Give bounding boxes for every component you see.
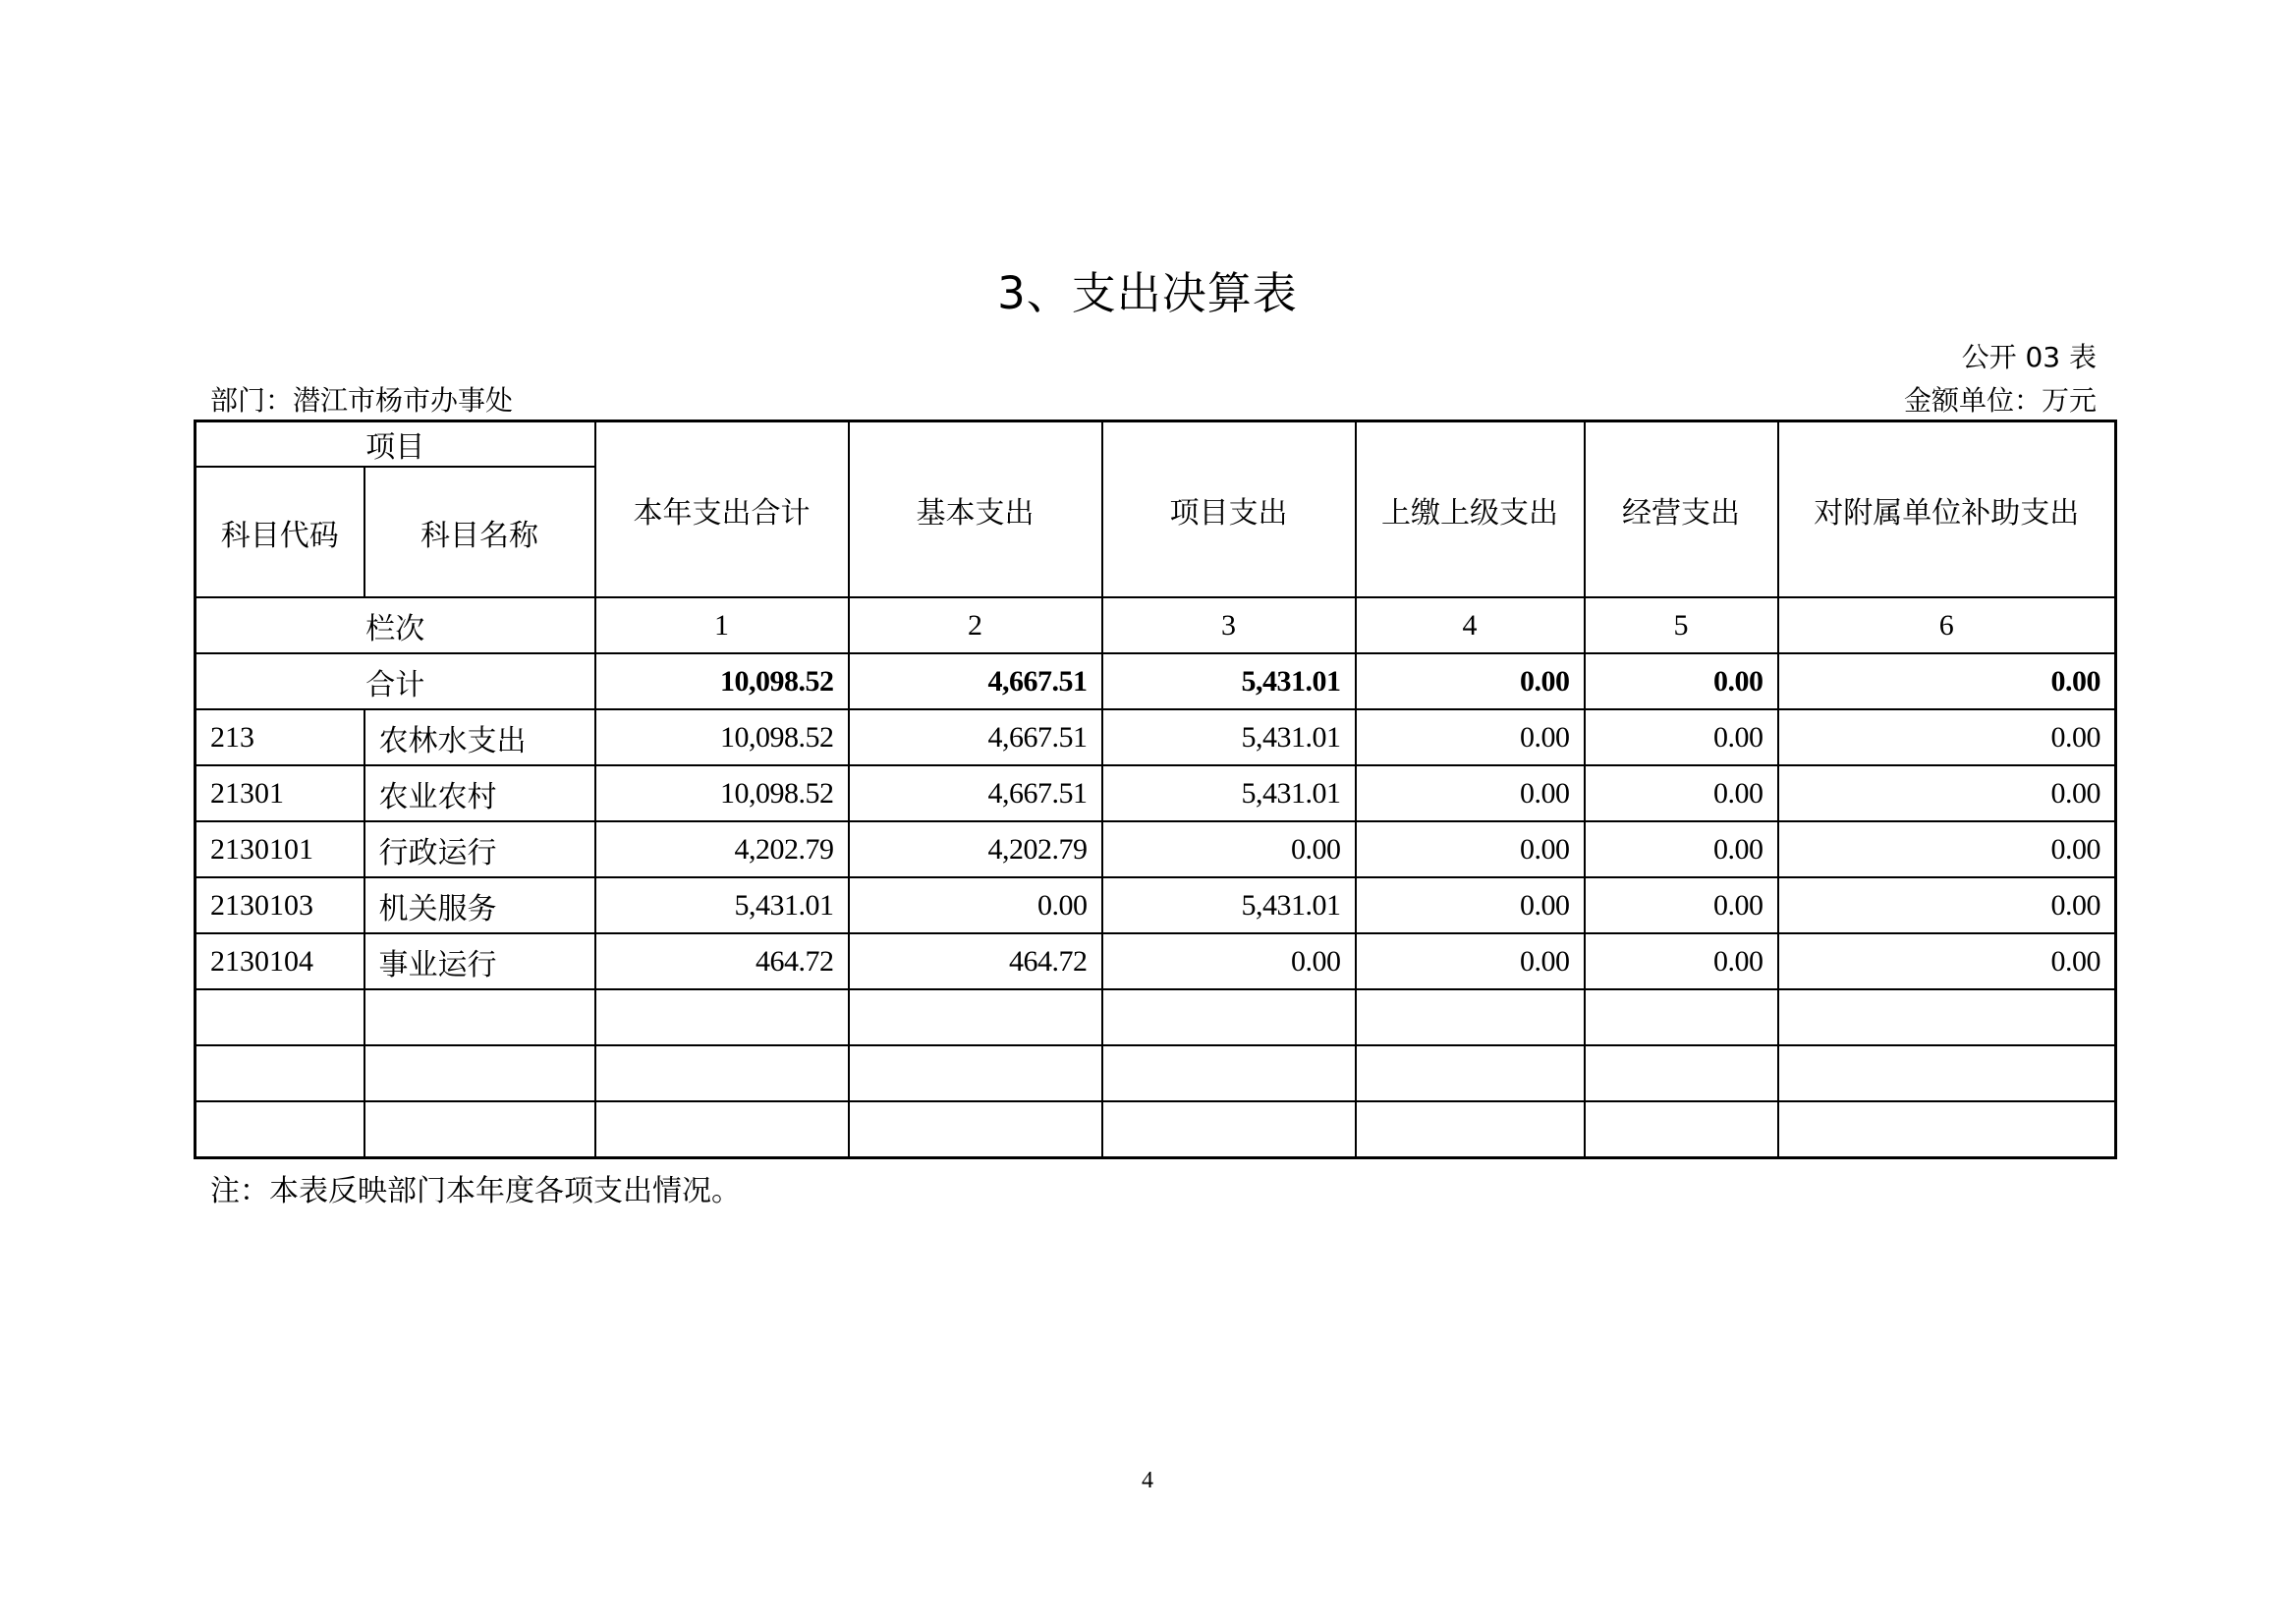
empty-cell <box>196 989 364 1045</box>
empty-cell <box>364 989 595 1045</box>
row-value: 0.00 <box>1585 877 1778 933</box>
total-value: 10,098.52 <box>595 653 849 709</box>
header-name: 科目名称 <box>364 467 595 597</box>
row-code: 2130104 <box>196 933 364 989</box>
empty-cell <box>364 1101 595 1157</box>
column-number: 4 <box>1356 597 1585 653</box>
header-upper: 上缴上级支出 <box>1356 421 1585 598</box>
empty-cell <box>1585 1101 1778 1157</box>
empty-row <box>196 1045 2116 1101</box>
header-basic: 基本支出 <box>849 421 1102 598</box>
header-business: 经营支出 <box>1585 421 1778 598</box>
row-value: 0.00 <box>1356 877 1585 933</box>
empty-cell <box>196 1101 364 1157</box>
row-value: 0.00 <box>1356 765 1585 821</box>
empty-cell <box>849 989 1102 1045</box>
row-value: 10,098.52 <box>595 709 849 765</box>
row-code: 2130103 <box>196 877 364 933</box>
column-number: 6 <box>1778 597 2116 653</box>
table-row <box>196 765 2116 821</box>
empty-cell <box>1356 989 1585 1045</box>
row-value: 0.00 <box>1356 821 1585 877</box>
row-value: 5,431.01 <box>1102 765 1356 821</box>
department-label: 部门：潜江市杨市办事处 <box>210 384 514 417</box>
header-row-1 <box>196 421 2116 468</box>
empty-cell <box>196 1045 364 1101</box>
empty-cell <box>1102 1045 1356 1101</box>
header-project: 项目支出 <box>1102 421 1356 598</box>
header-item: 项目 <box>196 421 595 468</box>
row-value: 0.00 <box>1356 709 1585 765</box>
form-number: 公开 03 表 <box>1961 341 2097 373</box>
total-value: 0.00 <box>1356 653 1585 709</box>
expenditure-table <box>194 420 2117 1159</box>
table-row <box>196 877 2116 933</box>
empty-row <box>196 1101 2116 1157</box>
row-value: 0.00 <box>1102 933 1356 989</box>
row-value: 0.00 <box>1585 765 1778 821</box>
row-value: 4,667.51 <box>849 709 1102 765</box>
empty-cell <box>1778 1101 2116 1157</box>
column-number-row <box>196 597 2116 653</box>
row-value: 0.00 <box>1778 709 2116 765</box>
empty-cell <box>1778 1045 2116 1101</box>
total-value: 0.00 <box>1778 653 2116 709</box>
column-number: 1 <box>595 597 849 653</box>
row-value: 0.00 <box>1778 765 2116 821</box>
total-value: 0.00 <box>1585 653 1778 709</box>
total-value: 5,431.01 <box>1102 653 1356 709</box>
header-total: 本年支出合计 <box>595 421 849 598</box>
empty-cell <box>1102 989 1356 1045</box>
empty-cell <box>849 1101 1102 1157</box>
table-row <box>196 933 2116 989</box>
row-value: 0.00 <box>1778 821 2116 877</box>
row-code: 21301 <box>196 765 364 821</box>
empty-cell <box>1585 1045 1778 1101</box>
row-value: 0.00 <box>849 877 1102 933</box>
table-note: 注：本表反映部门本年度各项支出情况。 <box>210 1174 741 1208</box>
empty-cell <box>364 1045 595 1101</box>
empty-cell <box>1102 1101 1356 1157</box>
column-number: 3 <box>1102 597 1356 653</box>
column-number: 5 <box>1585 597 1778 653</box>
row-name: 行政运行 <box>364 821 595 877</box>
row-value: 0.00 <box>1778 933 2116 989</box>
row-value: 5,431.01 <box>1102 709 1356 765</box>
row-name: 机关服务 <box>364 877 595 933</box>
table-row <box>196 821 2116 877</box>
empty-cell <box>1585 989 1778 1045</box>
empty-cell <box>1356 1101 1585 1157</box>
row-code: 213 <box>196 709 364 765</box>
row-value: 464.72 <box>849 933 1102 989</box>
total-label: 合计 <box>196 653 595 709</box>
row-value: 5,431.01 <box>1102 877 1356 933</box>
row-name: 农林水支出 <box>364 709 595 765</box>
empty-cell <box>595 1045 849 1101</box>
total-value: 4,667.51 <box>849 653 1102 709</box>
row-value: 0.00 <box>1585 933 1778 989</box>
empty-cell <box>1356 1045 1585 1101</box>
row-value: 0.00 <box>1102 821 1356 877</box>
header-code: 科目代码 <box>196 467 364 597</box>
unit-label: 金额单位：万元 <box>1903 384 2097 417</box>
row-value: 4,202.79 <box>849 821 1102 877</box>
empty-cell <box>1778 989 2116 1045</box>
header-subsidy: 对附属单位补助支出 <box>1778 421 2116 598</box>
row-name: 农业农村 <box>364 765 595 821</box>
total-row <box>196 653 2116 709</box>
row-value: 0.00 <box>1356 933 1585 989</box>
table-row <box>196 709 2116 765</box>
page-title: 3、支出决算表 <box>997 267 1298 319</box>
row-value: 4,202.79 <box>595 821 849 877</box>
row-value: 464.72 <box>595 933 849 989</box>
row-code: 2130101 <box>196 821 364 877</box>
row-value: 10,098.52 <box>595 765 849 821</box>
column-number-label: 栏次 <box>196 597 595 653</box>
row-value: 5,431.01 <box>595 877 849 933</box>
empty-row <box>196 989 2116 1045</box>
column-number: 2 <box>849 597 1102 653</box>
empty-cell <box>595 989 849 1045</box>
empty-cell <box>849 1045 1102 1101</box>
row-value: 0.00 <box>1585 709 1778 765</box>
row-name: 事业运行 <box>364 933 595 989</box>
row-value: 0.00 <box>1585 821 1778 877</box>
row-value: 4,667.51 <box>849 765 1102 821</box>
page-number: 4 <box>1142 1468 1153 1493</box>
empty-cell <box>595 1101 849 1157</box>
row-value: 0.00 <box>1778 877 2116 933</box>
